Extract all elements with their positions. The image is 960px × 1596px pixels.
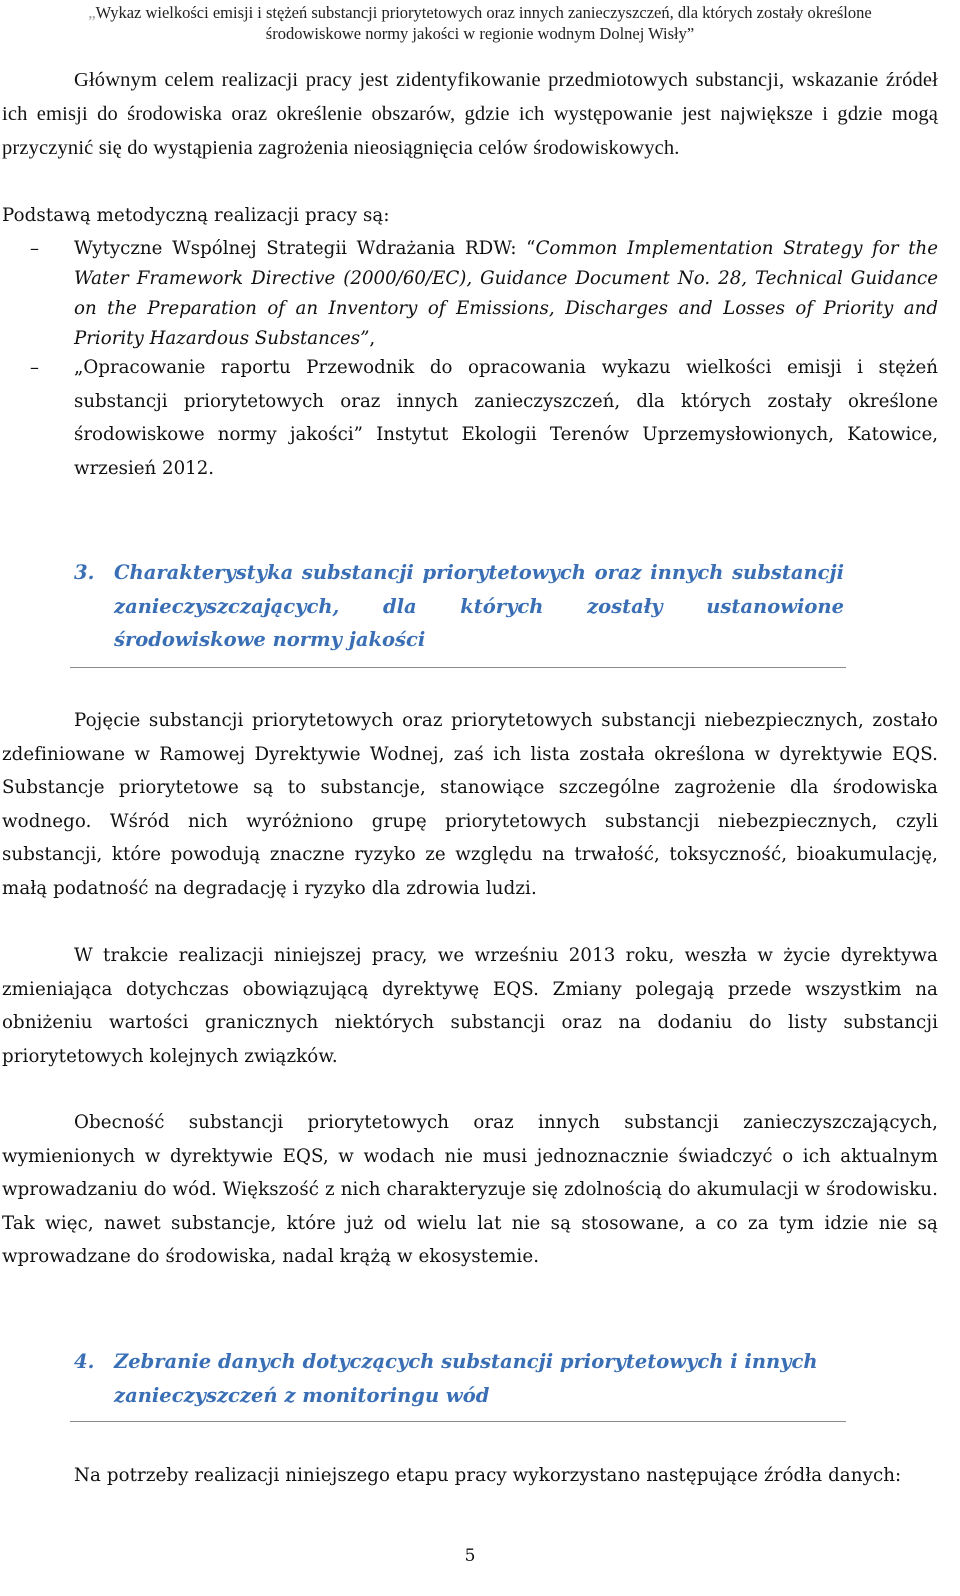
section-3-paragraph-3-text: Obecność substancji priorytetowych oraz innych substancji zanieczyszczających, wymienionych w dyrektywie EQS, w wodach nie musi jednoznacznie świadczyć o ich aktualnym wprowadzaniu do wód. Większość z nich charakteryzuje się zdolnością do akumulacji w środowisku. Tak więc, nawet substancje, które już od wielu lat nie są stosowane, a co za tym idzie nie są wprowadzane do środowiska, nadal krążą w ekosystemie.: [2, 1112, 938, 1267]
section-4-heading: [74, 1345, 844, 1412]
running-header: [0, 2, 960, 44]
section-3-divider: [70, 667, 846, 668]
header-open-quote: „: [88, 3, 96, 22]
bullet-1-prefix: Wytyczne Wspólnej Strategii Wdrażania RDW: “: [74, 238, 536, 259]
header-line-1: [0, 2, 960, 23]
bullet-1-suffix: ,: [369, 328, 376, 349]
section-3-paragraph-2: [2, 939, 938, 1073]
header-line-2: środowiskowe normy jakości w regionie wodnym Dolnej Wisły”: [265, 24, 695, 43]
section-3-paragraph-2-text: W trakcie realizacji niniejszej pracy, we wrześniu 2013 roku, weszła w życie dyrektywa zmieniająca dotychczas obowiązującą dyrektywę EQS. Zmiany polegają przede wszystkim na obniżeniu wartości granicznych niektórych substancji oraz na dodaniu do listy substancji priorytetowych kolejnych związków.: [2, 945, 938, 1067]
bullet-2-text: „Opracowanie raportu Przewodnik do opracowania wykazu wielkości emisji i stężeń substancji priorytetowych oraz innych zanieczyszczeń, dla których zostały określone środowiskowe normy jakości” Instytut Ekologii Terenów Uprzemysłowionych, Katowice, wrzesień 2012.: [74, 357, 938, 479]
section-3-paragraph-1-text: Pojęcie substancji priorytetowych oraz priorytetowych substancji niebezpiecznych, zostało zdefiniowane w Ramowej Dyrektywie Wodnej, zaś ich lista została określona w dyrektywie EQS. Substancje priorytetowe są to substancje, stanowiące szczególne zagrożenie dla środowiska wodnego. Wśród nich wyróżniono grupę priorytetowych substancji niebezpiecznych, czyli substancji, które powodują znaczne ryzyko ze względu na trwałość, toksyczność, bioakumulację, małą podatność na degradację i ryzyko dla zdrowia ludzi.: [2, 710, 938, 899]
section-4-paragraph-1: [2, 1459, 938, 1493]
section-4-divider: [70, 1421, 846, 1422]
section-4-paragraph-1-text: Na potrzeby realizacji niniejszego etapu pracy wykorzystano następujące źródła danych:: [74, 1465, 902, 1486]
section-3-heading: [74, 556, 844, 657]
bullet-item-1: [30, 234, 938, 354]
section-3-number: 3.: [74, 561, 95, 584]
section-4-title: Zebranie danych dotyczących substancji priorytetowych i innych zanieczyszczeń z monitoringu wód: [114, 1350, 818, 1407]
intro-paragraph-1-text: Głównym celem realizacji pracy jest zidentyfikowanie przedmiotowych substancji, wskazanie źródeł ich emisji do środowiska oraz określenie obszarów, gdzie ich występowanie jest największe i gdzie mogą przyczynić się do wystąpienia zagrożenia nieosiągnięcia celów środowiskowych.: [2, 69, 938, 159]
intro-paragraph-1: [2, 63, 938, 165]
bullet-item-2: [30, 351, 938, 485]
header-line-1-text: Wykaz wielkości emisji i stężeń substancji priorytetowych oraz innych zanieczyszczeń, dla których zostały określone: [95, 3, 872, 22]
intro-paragraph-2: Podstawą metodyczną realizacji pracy są:: [2, 205, 390, 226]
section-4-number: 4.: [74, 1350, 95, 1373]
bullet-dash: –: [30, 357, 39, 378]
page-number: 5: [464, 1546, 476, 1566]
section-3-paragraph-1: [2, 704, 938, 905]
bullet-dash: –: [30, 238, 39, 259]
section-3-paragraph-3: [2, 1106, 938, 1274]
bullet-1-italic-title: Common Implementation Strategy for the Water Framework Directive (2000/60/EC), Guidance Document No. 28, Technical Guidance on the Preparation of an Inventory of Emissions, Discharges and Losses of Priority and Priority Hazardous Substances”: [74, 238, 938, 349]
section-3-title: Charakterystyka substancji priorytetowych oraz innych substancji zanieczyszczających, dla których zostały ustanowione środowiskowe normy jakości: [114, 561, 844, 651]
